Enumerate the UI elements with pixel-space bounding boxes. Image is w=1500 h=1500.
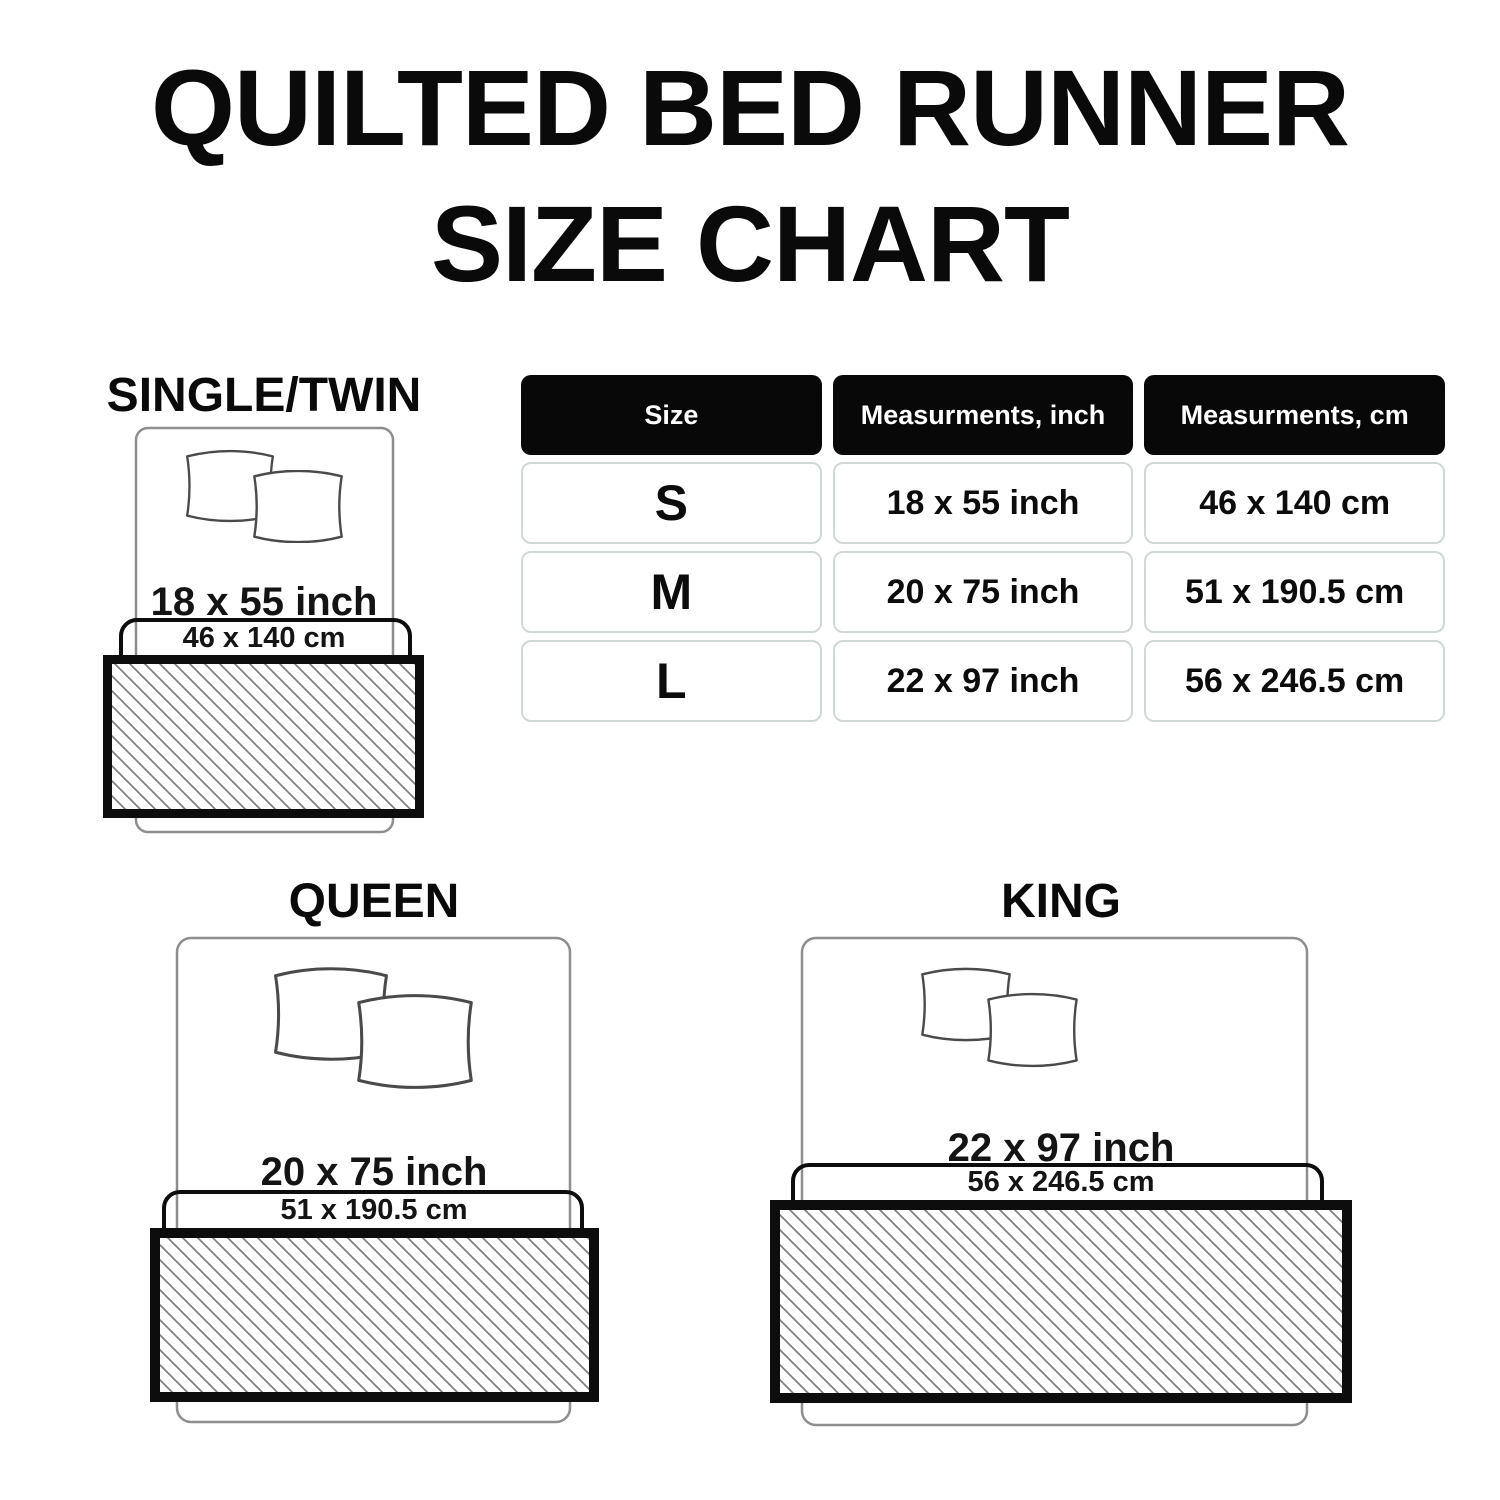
table-cell-size-s: S [521,462,822,544]
pillow-front-icon [988,994,1076,1066]
king-label: KING [1001,875,1121,928]
table-cell-cm-s: 46 x 140 cm [1144,462,1445,544]
table-cell-inch-m: 20 x 75 inch [833,551,1134,633]
page-title-line2: SIZE CHART [431,183,1069,305]
table-cell-cm-l: 56 x 246.5 cm [1144,640,1445,722]
page-title [0,40,1500,312]
table-cell-cm-m: 51 x 190.5 cm [1144,551,1445,633]
table-header-inch: Measurments, inch [833,375,1134,455]
table-cell-size-l: L [521,640,822,722]
single-twin-label: SINGLE/TWIN [106,369,422,422]
queen-cm-dimension: 51 x 190.5 cm [280,1194,468,1226]
table-header-size: Size [521,375,822,455]
king-cm-dimension: 56 x 246.5 cm [967,1166,1155,1198]
queen-label: QUEEN [288,875,460,928]
bed-runner [108,660,420,814]
bed-runner [775,1205,1347,1398]
king-inch-dimension: 22 x 97 inch [947,1126,1175,1170]
single-twin-inch-dimension: 18 x 55 inch [150,580,378,624]
table-cell-size-m: M [521,551,822,633]
size-table [521,375,1445,722]
pillow-front-icon [254,471,341,542]
single-twin-cm-dimension: 46 x 140 cm [182,622,346,654]
table-cell-inch-l: 22 x 97 inch [833,640,1134,722]
bed-runner [155,1233,594,1397]
table-header-cm: Measurments, cm [1144,375,1445,455]
page-title-line1: QUILTED BED RUNNER [150,47,1349,168]
table-cell-inch-s: 18 x 55 inch [833,462,1134,544]
queen-inch-dimension: 20 x 75 inch [260,1150,488,1194]
pillow-front-icon [359,996,472,1088]
